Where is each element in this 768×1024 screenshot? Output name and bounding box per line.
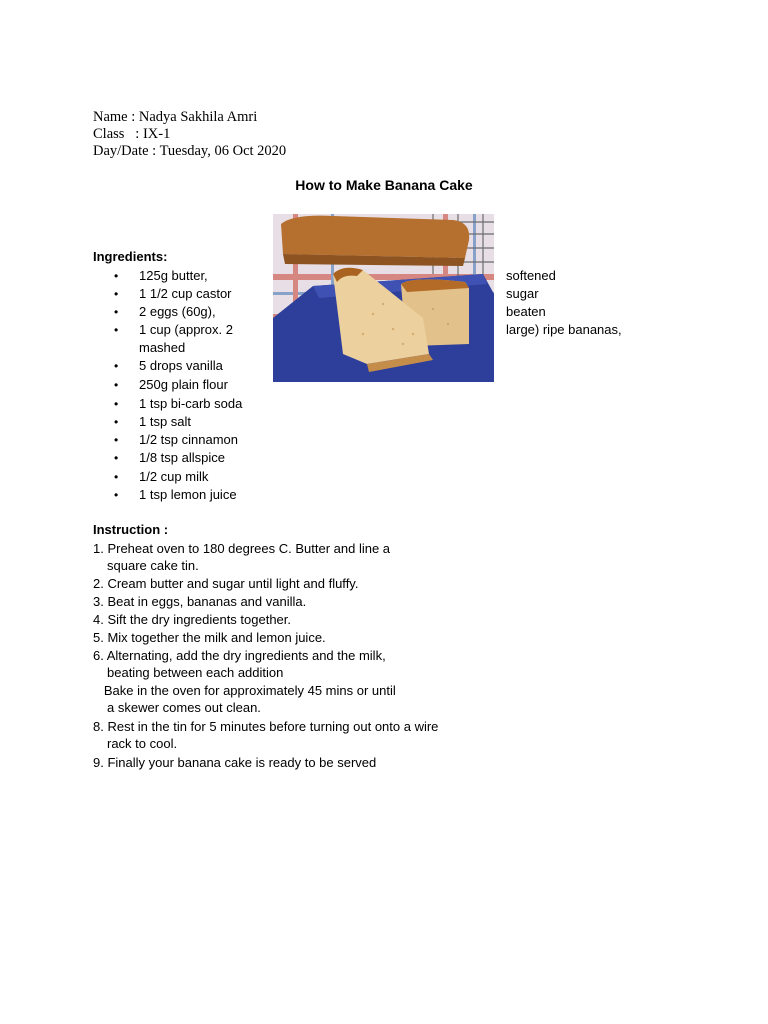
instruction-step: 1. Preheat oven to 180 degrees C. Butter and line a [93,541,391,556]
ingredient-text: 5 drops vanilla [139,358,223,373]
ingredient-text: 125g butter, [139,268,208,283]
student-class: Class : IX-1 [93,126,171,142]
bullet: • [114,359,119,373]
ingredient-text: 1 1/2 cup castor [139,286,232,301]
ingredient-continuation: beaten [506,304,546,319]
ingredient-continuation: large) ripe bananas, [506,322,622,337]
ingredient-text: 1/2 tsp cinnamon [139,432,239,447]
instruction-step-wrap: rack to cool. [107,736,178,751]
ingredient-continuation: sugar [506,286,539,301]
instruction-step-wrap: beating between each addition [107,665,284,680]
ingredient-text: 1 tsp lemon juice [139,487,237,502]
instruction-step: 9. Finally your banana cake is ready to be served [93,755,377,770]
ingredient-text: mashed [139,340,186,355]
bullet: • [114,305,119,319]
ingredient-text: 1 cup (approx. 2 [139,322,233,337]
bullet: • [114,269,119,283]
page-title: How to Make Banana Cake [295,177,473,193]
bullet: • [114,433,119,447]
instruction-step: 2. Cream butter and sugar until light and fluffy. [93,576,359,591]
instruction-step: 4. Sift the dry ingredients together. [93,612,292,627]
bullet: • [114,488,119,502]
instruction-step: Bake in the oven for approximately 45 mins or until [93,683,396,698]
instruction-step: 6. Alternating, add the dry ingredients and the milk, [93,648,386,663]
ingredient-text: 1 tsp bi-carb soda [139,396,243,411]
student-name: Name : Nadya Sakhila Amri [93,109,258,125]
bullet: • [114,470,119,484]
ingredient-text: 2 eggs (60g), [139,304,216,319]
bullet: • [114,415,119,429]
instruction-step-wrap: square cake tin. [107,558,199,573]
instruction-step: 3. Beat in eggs, bananas and vanilla. [93,594,307,609]
ingredient-text: 1 tsp salt [139,414,192,429]
ingredient-text: 1/2 cup milk [139,469,209,484]
bullet: • [114,378,119,392]
instruction-step-wrap: a skewer comes out clean. [107,700,261,715]
instruction-step: 5. Mix together the milk and lemon juice. [93,630,326,645]
date-line: Day/Date : Tuesday, 06 Oct 2020 [93,143,287,159]
ingredient-text: 1/8 tsp allspice [139,450,225,465]
banana-cake-photo [273,214,494,382]
instruction-step: 8. Rest in the tin for 5 minutes before turning out onto a wire [93,719,439,734]
ingredient-continuation: softened [506,268,556,283]
bullet: • [114,451,119,465]
ingredients-heading: Ingredients: [93,249,168,264]
banana-cake-photo-icon [273,214,494,382]
bullet: • [114,397,119,411]
instruction-heading: Instruction : [93,522,169,537]
bullet: • [114,323,119,337]
ingredient-text: 250g plain flour [139,377,228,392]
bullet: • [114,287,119,301]
